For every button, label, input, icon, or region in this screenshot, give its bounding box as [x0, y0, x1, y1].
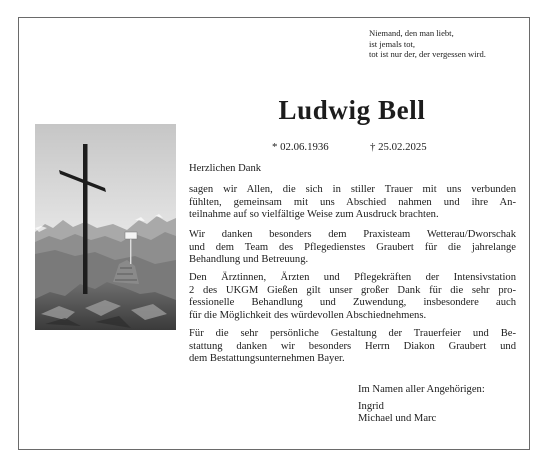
text-line: Behandlung und Betreuung. [189, 254, 309, 266]
signature-block [358, 384, 485, 426]
salutation: Herzlichen Dank [189, 163, 262, 174]
text-line: stattung danken wir besonders Herrn Diakon Graubert und [189, 340, 516, 352]
text-line: fühlten, gemeinsam mit uns Abschied nahmen und ihre An- [189, 196, 516, 208]
motto-line: tot ist nur der, der vergessen wird. [369, 49, 486, 60]
text-line: teilnahme auf so vielfältige Weise zum Ausdruck brachten. [189, 209, 439, 221]
text-line: 2 des UKGM Gießen gilt unser großer Dank für die sehr pro- [189, 284, 516, 296]
deceased-name: Ludwig Bell [278, 95, 426, 125]
text-line: sagen wir Allen, die sich in stiller Trauer mit uns verbunden [189, 184, 516, 195]
summit-cross-photo [35, 124, 176, 330]
death-date: † 25.02.2025 [370, 141, 427, 153]
birth-date: * 02.06.1936 [272, 141, 329, 153]
motto-line: Niemand, den man liebt, [369, 28, 454, 38]
paragraph-2 [189, 229, 516, 267]
paragraph-3 [189, 272, 516, 322]
signature-name: Michael und Marc [358, 413, 437, 425]
text-line: dem Bestattungsunternehmen Bayer. [189, 353, 345, 365]
text-line: Wir danken besonders dem Praxisteam Wetterau/Dworschak [189, 229, 516, 240]
text-line: und dem Team des Pflegedienstes Graubert für die jahrelange [189, 241, 516, 253]
motto-quote [369, 28, 486, 60]
paragraph-1 [189, 184, 516, 222]
text-line: für die Möglichkeit des würdevollen Abschiednehmens. [189, 309, 427, 321]
closing-line: Im Namen aller Angehörigen: [358, 384, 485, 395]
paragraph-4 [189, 328, 516, 366]
text-line: Den Ärztinnen, Ärzten und Pflegekräften der Intensivstation [189, 272, 516, 283]
motto-line: ist jemals tot, [369, 38, 416, 49]
text-line: fessionelle Behandlung und Zuwendung, insbesondere auch [189, 297, 516, 309]
text-line: Für die sehr persönliche Gestaltung der Trauerfeier und Be- [189, 328, 516, 339]
signature-name: Ingrid [358, 400, 384, 412]
